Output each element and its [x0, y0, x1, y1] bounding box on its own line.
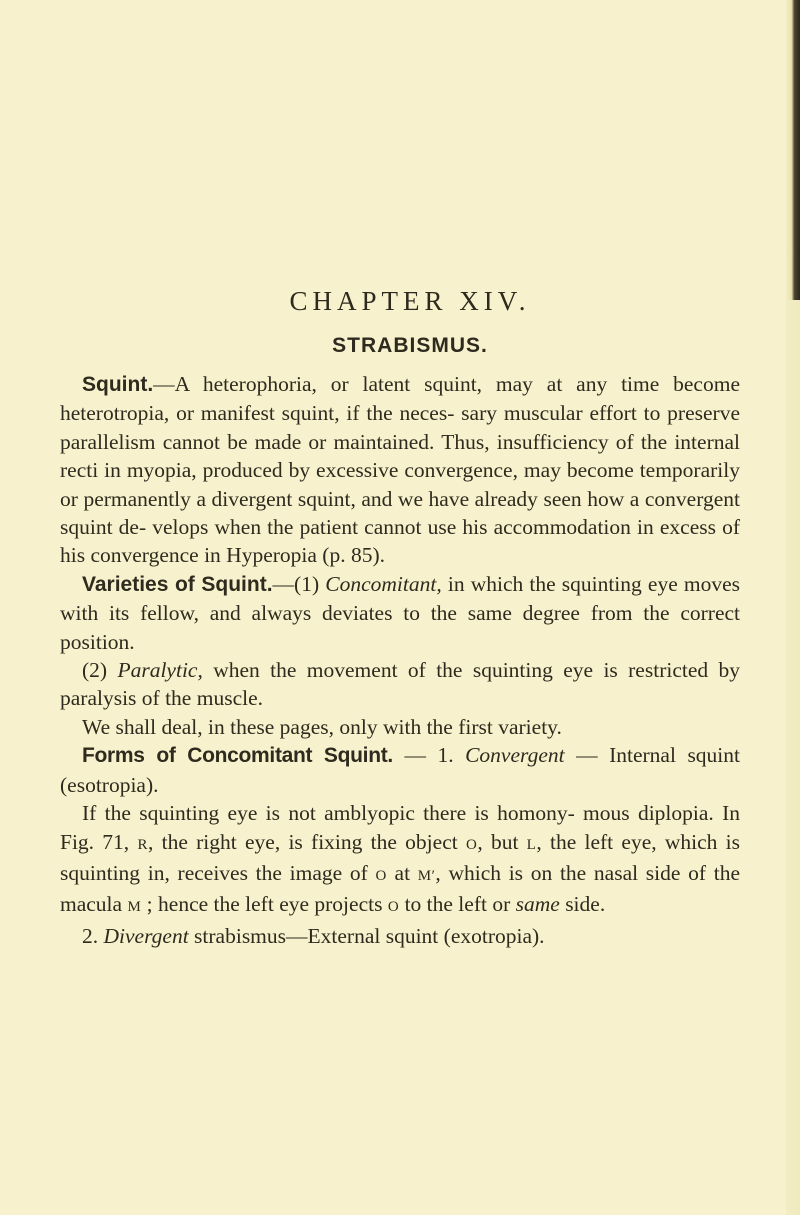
diplopia-text-i: side.: [559, 892, 606, 917]
page-content: [60, 284, 740, 950]
diplopia-text-h: to the left or: [399, 892, 516, 917]
section-heading-squint: Squint.: [82, 373, 154, 396]
label-o-1: O: [465, 836, 478, 853]
diplopia-text-a: If the squinting eye is not amblyopic there is homony- mous diplopia. In Fig. 71,: [60, 801, 740, 854]
label-l: L: [526, 836, 537, 853]
forms-lead: — 1.: [392, 743, 466, 768]
section-heading-varieties: Varieties of Squint.: [82, 572, 273, 596]
varieties-item2-lead: (2): [82, 658, 118, 683]
page-edge-lower: [786, 300, 800, 1215]
section-heading-forms: Forms of Concomitant Squint.: [82, 744, 393, 768]
label-o-2: O: [375, 867, 387, 884]
diplopia-text-c: , but: [477, 829, 527, 854]
diplopia-text-e: at: [386, 860, 418, 885]
paragraph-paralytic: [60, 656, 740, 713]
term-divergent: Divergent: [103, 923, 189, 948]
divergent-text: strabismus—External squint (exotropia).: [188, 923, 545, 948]
term-same: same: [515, 892, 560, 917]
varieties-text-2: when the movement of the squinting eye is restricted by paralysis of the muscle.: [60, 658, 741, 711]
label-m: M: [127, 899, 142, 916]
forms-after-term: —: [564, 743, 598, 768]
label-m-prime: M′: [417, 867, 436, 884]
squint-text: —A heterophoria, or latent squint, may at any time become heterotropia, or manifest squint, if the neces- sary muscular effort to preserve parallelism cannot be made or maintained. Thus, insufficiency of the internal recti in myopia, produced by excessive convergence, may become temporarily or permanently a divergent squint, and we have already seen how a convergent squint de- velops when the patient cannot use his accommodation in excess of his convergence in Hyperopia (p. 85).: [60, 372, 740, 568]
paragraph-forms: [60, 741, 740, 799]
paragraph-squint: [60, 370, 740, 570]
diplopia-text-b: , the right eye, is fixing the object: [147, 829, 466, 854]
paragraph-varieties: [60, 570, 740, 656]
chapter-heading: CHAPTER XIV.: [289, 286, 531, 316]
diplopia-text-d: , the left eye, which is squinting in, receives the image of: [60, 829, 741, 885]
forms-text-1: Internal squint (esotropia).: [60, 743, 741, 797]
label-r: R: [137, 836, 148, 853]
label-o-3: O: [387, 899, 400, 916]
paragraph-diplopia: [60, 799, 740, 922]
paragraph-first-variety: We shall deal, in these pages, only with the first variety.: [82, 714, 562, 739]
term-convergent: Convergent: [465, 743, 565, 768]
diplopia-text-g: ; hence the left eye projects: [141, 892, 388, 917]
chapter-title: STRABISMUS.: [332, 334, 488, 357]
varieties-text-1: in which the squinting eye moves with its fellow, and always deviates to the same degree from the correct position.: [60, 571, 740, 654]
divergent-lead: 2.: [82, 923, 104, 948]
paragraph-divergent: [60, 922, 740, 950]
term-concomitant: Concomitant,: [325, 571, 442, 596]
diplopia-text-f: , which is on the nasal side of the macula: [60, 860, 740, 917]
varieties-lead: —(1): [272, 571, 326, 596]
term-paralytic: Paralytic,: [117, 658, 203, 683]
